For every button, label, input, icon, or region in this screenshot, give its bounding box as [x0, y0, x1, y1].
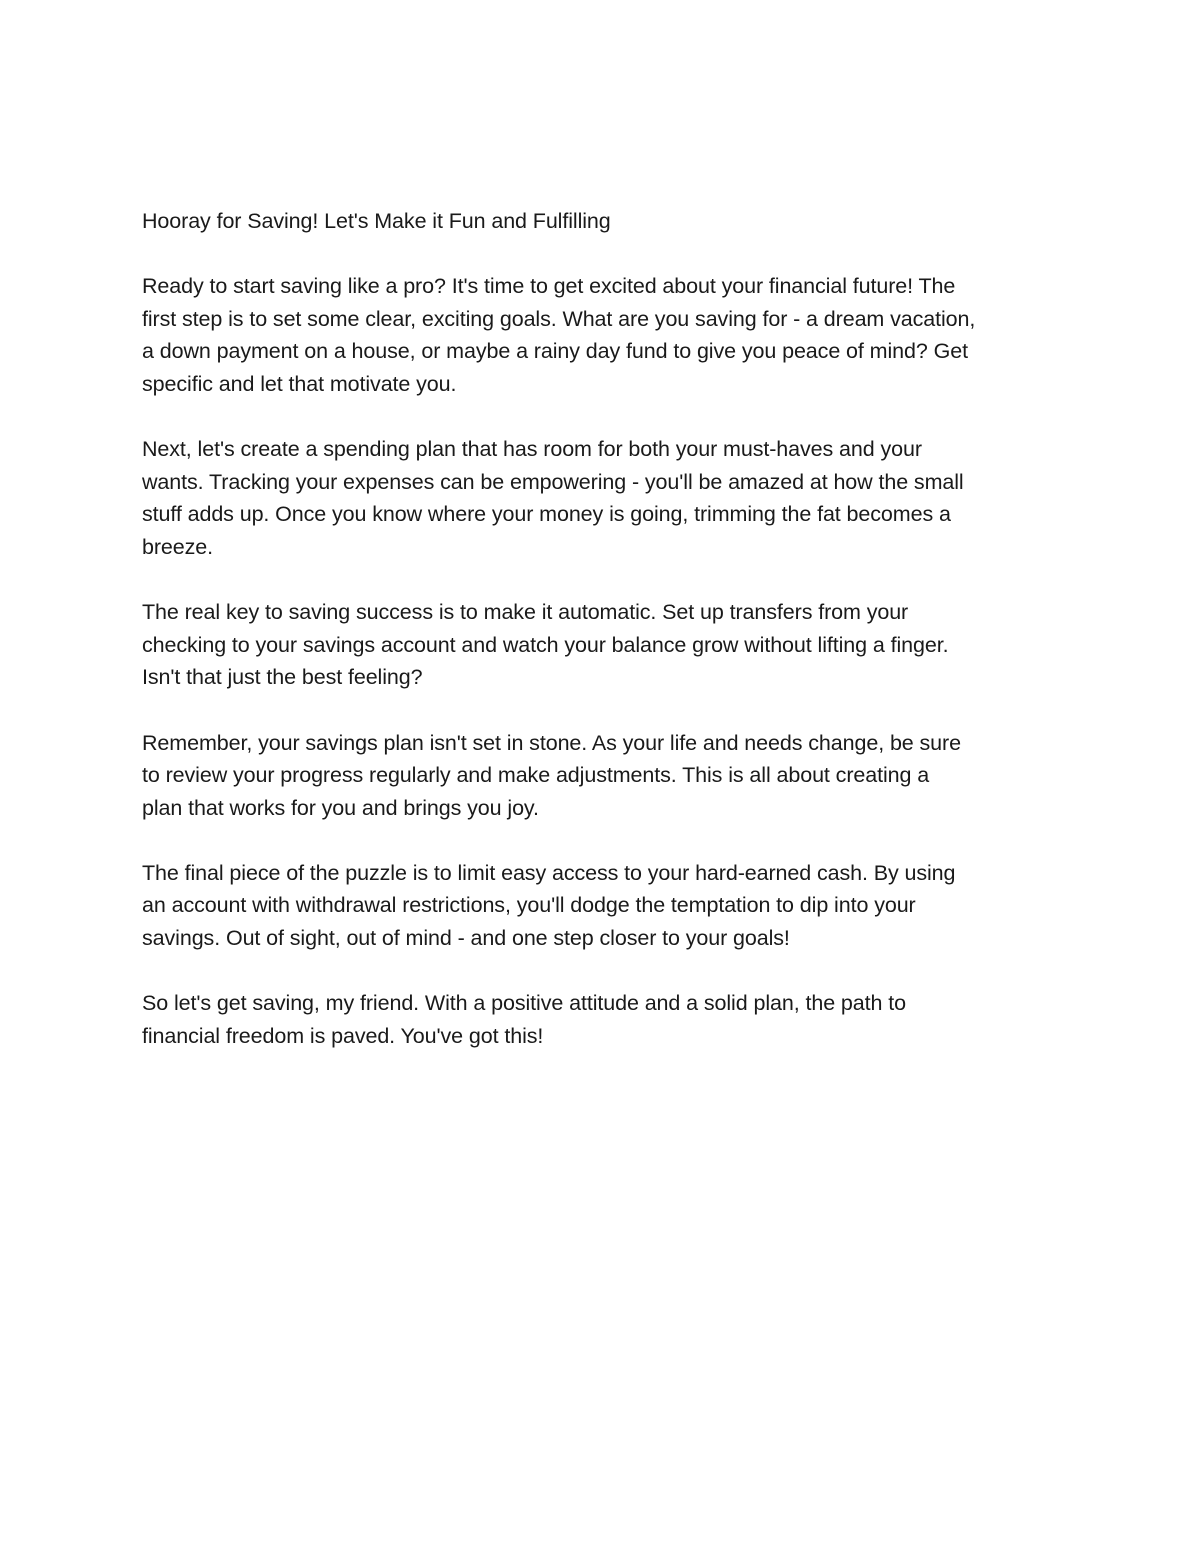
paragraph-line: to review your progress regularly and make adjustments. This is all about creating a: [142, 763, 930, 788]
paragraph-line: So let's get saving, my friend. With a positive attitude and a solid plan, the path to: [142, 991, 906, 1016]
paragraph-line: Ready to start saving like a pro? It's time to get excited about your financial future! The: [142, 274, 956, 299]
paragraph-line: a down payment on a house, or maybe a rainy day fund to give you peace of mind? Get: [142, 339, 968, 364]
paragraph-line: Next, let's create a spending plan that has room for both your must-haves and your: [142, 437, 922, 462]
paragraph-line: specific and let that motivate you.: [142, 371, 457, 396]
paragraph-line: breeze.: [142, 534, 214, 559]
paragraph-line: financial freedom is paved. You've got this!: [142, 1023, 544, 1048]
paragraph-3: [142, 596, 1067, 694]
paragraph-line: first step is to set some clear, exciting goals. What are you saving for - a dream vacation,: [142, 306, 976, 331]
paragraph-4: [142, 727, 1067, 825]
paragraph-line: The real key to saving success is to make it automatic. Set up transfers from your: [142, 600, 909, 625]
paragraph-6: [142, 987, 1067, 1052]
paragraph-line: wants. Tracking your expenses can be empowering - you'll be amazed at how the small: [142, 469, 964, 494]
paragraph-2: [142, 433, 1067, 563]
paragraph-line: stuff adds up. Once you know where your money is going, trimming the fat becomes a: [142, 502, 951, 527]
paragraph-line: checking to your savings account and watch your balance grow without lifting a finger.: [142, 632, 949, 657]
paragraph-line: Isn't that just the best feeling?: [142, 665, 423, 690]
paragraph-line: Remember, your savings plan isn't set in stone. As your life and needs change, be sure: [142, 730, 961, 755]
paragraph-5: [142, 857, 1067, 955]
paragraph-1: [142, 270, 1067, 400]
paragraph-line: an account with withdrawal restrictions, you'll dodge the temptation to dip into your: [142, 893, 916, 918]
paragraph-line: plan that works for you and brings you joy.: [142, 795, 539, 820]
paragraph-line: The final piece of the puzzle is to limit easy access to your hard-earned cash. By using: [142, 860, 956, 885]
document-title: Hooray for Saving! Let's Make it Fun and Fulfilling: [142, 209, 611, 233]
document-body: [142, 205, 1067, 1085]
paragraph-line: savings. Out of sight, out of mind - and one step closer to your goals!: [142, 926, 790, 951]
